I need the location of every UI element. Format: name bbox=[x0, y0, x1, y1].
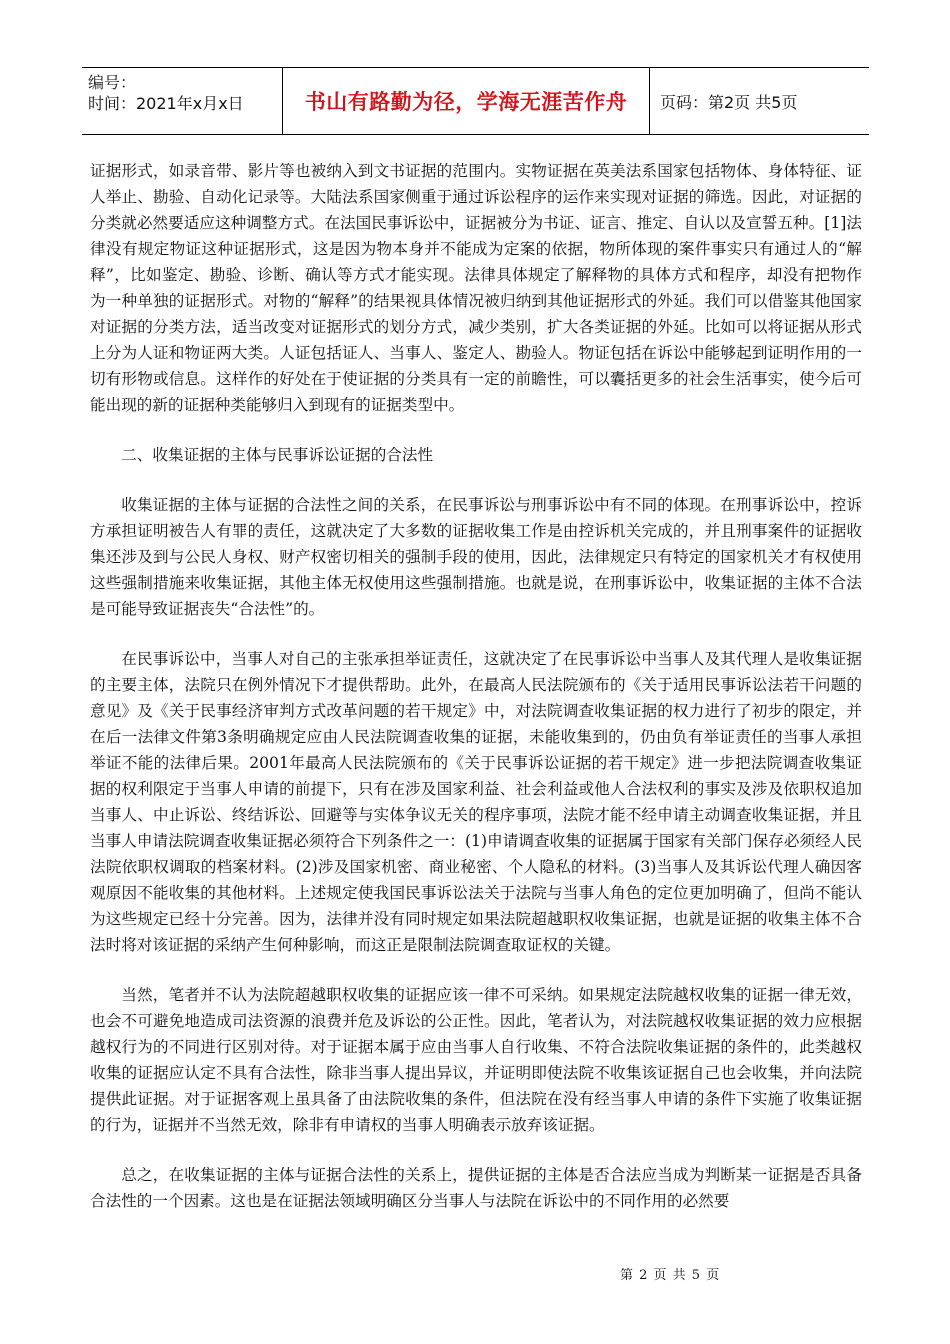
body-paragraph: 收集证据的主体与证据的合法性之间的关系，在民事诉讼与刑事诉讼中有不同的体现。在刑事诉讼中，控诉方承担证明被告人有罪的责任，这就决定了大多数的证据收集工作是由控诉机关完成的，并且刑事案件的证据收集还涉及到与公民人身权、财产权密切相关的强制手段的使用，因此，法律规定只有特定的国家机关才有权使用这些强制措施来收集证据，其他主体无权使用这些强制措施。也就是说，在刑事诉讼中，收集证据的主体不合法是可能导致证据丧失“合法性”的。 bbox=[90, 496, 862, 618]
page-header bbox=[82, 67, 869, 135]
header-motto: 书山有路勤为径，学海无涯苦作舟 bbox=[283, 68, 650, 134]
page-footer: 第 2 页 共 5 页 bbox=[620, 1268, 721, 1283]
document-number-label: 编号： bbox=[88, 73, 137, 92]
body-paragraph: 证据形式，如录音带、影片等也被纳入到文书证据的范围内。实物证据在英美法系国家包括物体、身体特征、证人举止、勘验、自动化记录等。大陆法系国家侧重于通过诉讼程序的运作来实现对证据的筛选。因此，对证据的分类就必然要适应这种调整方式。在法国民事诉讼中，证据被分为书证、证言、推定、自认以及宣誓五种。[1]法律没有规定物证这种证据形式，这是因为物本身并不能成为定案的依据，物所体现的案件事实只有通过人的“解释”，比如鉴定、勘验、诊断、确认等方式才能实现。法律具体规定了解释物的具体方式和程序，却没有把物作为一种单独的证据形式。对物的“解释”的结果视具体情况被归纳到其他证据形式的外延。我们可以借鉴其他国家对证据的分类方法，适当改变对证据形式的划分方式，减少类别，扩大各类证据的外延。比如可以将证据从形式上分为人证和物证两大类。人证包括证人、当事人、鉴定人、勘验人。物证包括在诉讼中能够起到证明作用的一切有形物或信息。这样作的好处在于使证据的分类具有一定的前瞻性，可以囊括更多的社会生活事实，使今后可能出现的新的证据种类能够归入到现有的证据类型中。 bbox=[90, 162, 862, 414]
section-heading: 二、收集证据的主体与民事诉讼证据的合法性 bbox=[121, 446, 434, 464]
header-meta bbox=[82, 68, 283, 134]
header-page-label: 页码：第2页 共5页 bbox=[660, 92, 798, 112]
body-paragraph: 总之，在收集证据的主体与证据合法性的关系上，提供证据的主体是否合法应当成为判断某一证据是否具备合法性的一个因素。这也是在证据法领域明确区分当事人与法院在诉讼中的不同作用的必然要 bbox=[90, 1166, 862, 1210]
document-date-label: 时间：2021年x月x日 bbox=[88, 94, 244, 113]
document-body bbox=[90, 158, 862, 1238]
body-paragraph: 当然，笔者并不认为法院超越职权收集的证据应该一律不可采纳。如果规定法院越权收集的证据一律无效，也会不可避免地造成司法资源的浪费并危及诉讼的公正性。因此，笔者认为，对法院越权收集证据的效力应根据越权行为的不同进行区别对待。对于证据本属于应由当事人自行收集、不符合法院收集证据的条件的，此类越权收集的证据应认定不具有合法性，除非当事人提出异议，并证明即使法院不收集该证据自己也会收集，并向法院提供此证据。对于证据客观上虽具备了由法院收集的条件，但法院在没有经当事人申请的条件下实施了收集证据的行为，证据并不当然无效，除非有申请权的当事人明确表示放弃该证据。 bbox=[90, 986, 862, 1134]
body-paragraph: 在民事诉讼中，当事人对自己的主张承担举证责任，这就决定了在民事诉讼中当事人及其代理人是收集证据的主要主体，法院只在例外情况下才提供帮助。此外，在最高人民法院颁布的《关于适用民事诉讼法若干问题的意见》及《关于民事经济审判方式改革问题的若干规定》中，对法院调查收集证据的权力进行了初步的限定，并在后一法律文件第3条明确规定应由人民法院调查收集的证据，未能收集到的，仍由负有举证责任的当事人承担举证不能的法律后果。2001年最高人民法院颁布的《关于民事诉讼证据的若干规定》进一步把法院调查收集证据的权利限定于当事人申请的前提下，只有在涉及国家利益、社会利益或他人合法权利的事实及涉及依职权追加当事人、中止诉讼、终结诉讼、回避等与实体争议无关的程序事项，法院才能不经申请主动调查收集证据，并且当事人申请法院调查收集证据必须符合下列条件之一：(1)申请调查收集的证据属于国家有关部门保存必须经人民法院依职权调取的档案材料。(2)涉及国家机密、商业秘密、个人隐私的材料。(3)当事人及其诉讼代理人确因客观原因不能收集的其他材料。上述规定使我国民事诉讼法关于法院与当事人角色的定位更加明确了，但尚不能认为这些规定已经十分完善。因为，法律并没有同时规定如果法院超越职权收集证据，也就是证据的收集主体不合法时将对该证据的采纳产生何种影响，而这正是限制法院调查取证权的关键。 bbox=[90, 650, 862, 954]
